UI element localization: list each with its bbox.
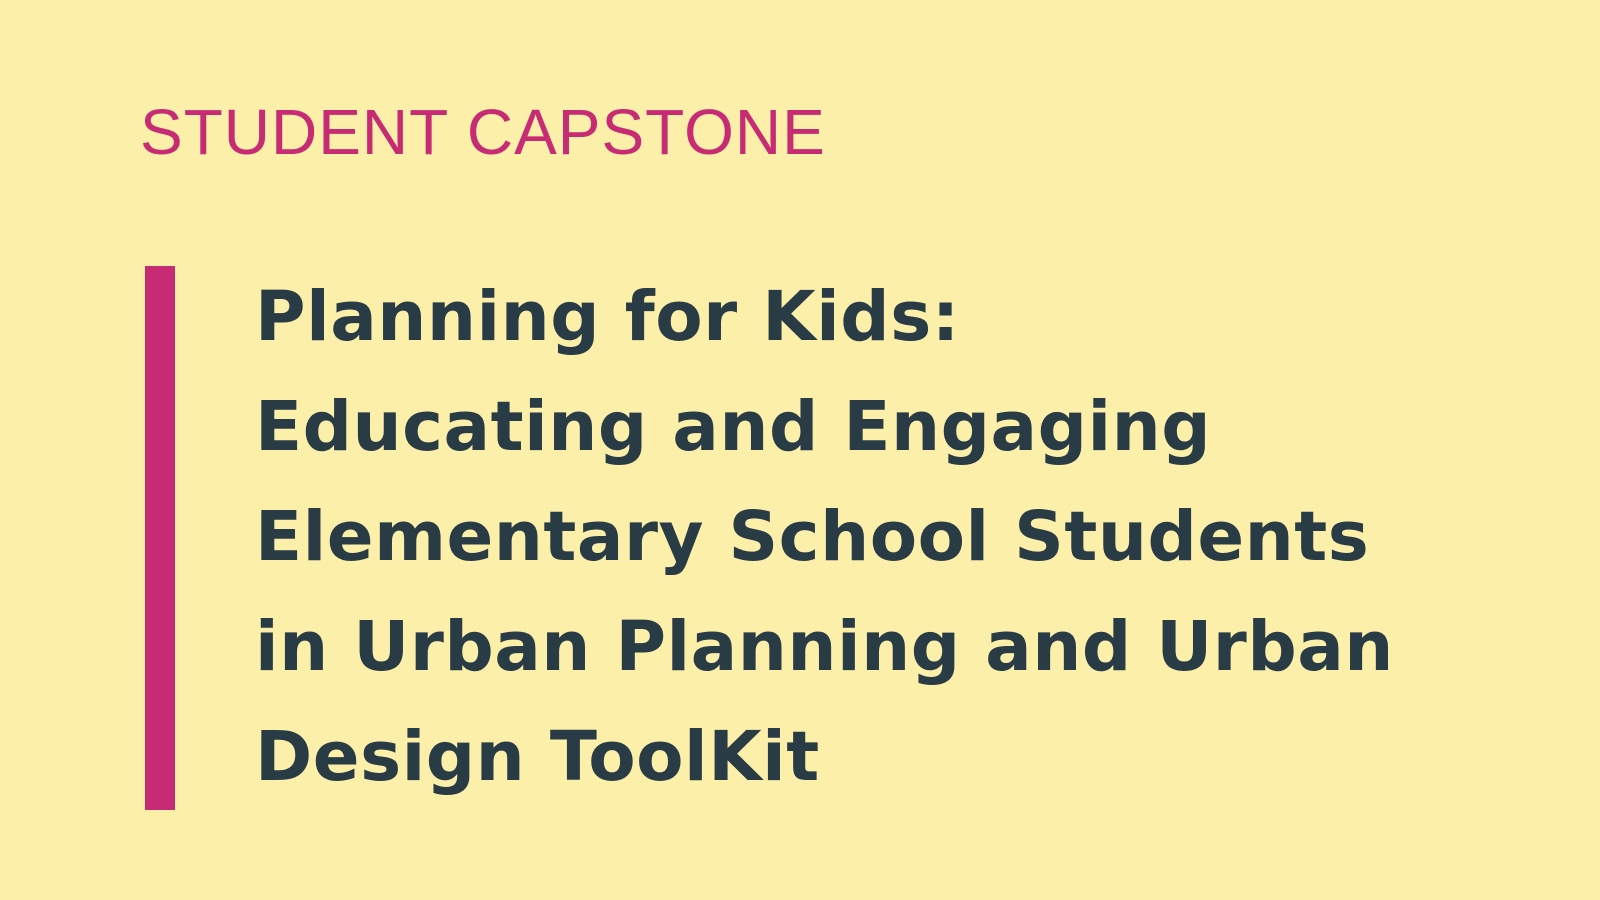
title-line: Elementary School Students [255, 497, 1370, 577]
title-line: Educating and Engaging [255, 387, 1212, 467]
title-line: Design ToolKit [255, 717, 820, 797]
accent-bar [145, 266, 175, 810]
category-label: STUDENT CAPSTONE [140, 96, 826, 168]
page-title [255, 262, 1575, 812]
title-line: in Urban Planning and Urban [255, 607, 1394, 687]
title-line: Planning for Kids: [255, 277, 960, 357]
